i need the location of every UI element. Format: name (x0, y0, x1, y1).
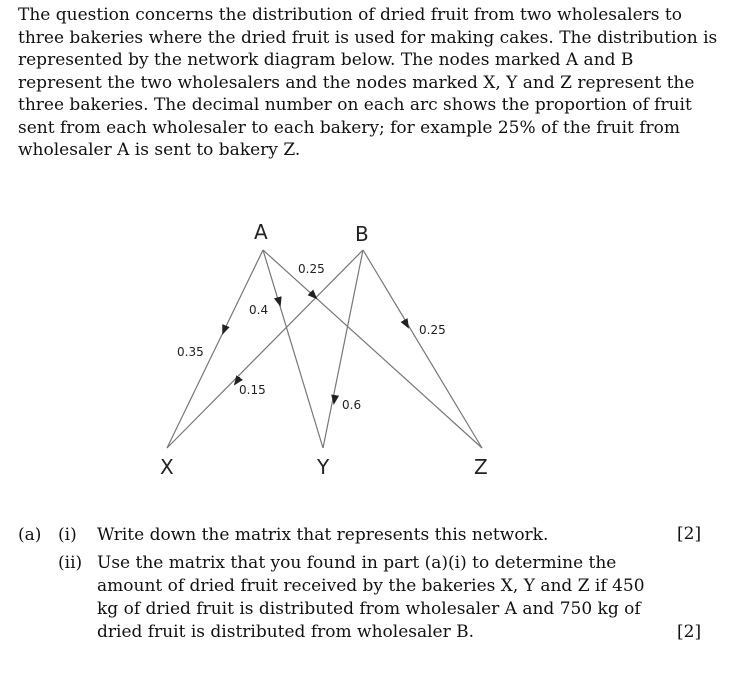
arc-a-y (263, 250, 323, 448)
arrow-a-x (223, 328, 225, 333)
sub-i-text: Write down the matrix that represents this network. (97, 525, 549, 545)
part-a-label: (a) (18, 525, 42, 545)
weight-a-y: 0.4 (249, 303, 269, 317)
node-z-label: Z (474, 455, 488, 479)
node-x-label: X (160, 455, 174, 479)
node-a-label: A (254, 220, 268, 244)
question-intro (18, 4, 718, 162)
sub-i-label: (i) (58, 525, 77, 545)
network-diagram (0, 210, 742, 500)
arrow-b-y (334, 396, 335, 403)
sub-ii-text: Use the matrix that you found in part (a)(i) to determine the amount of dried fruit received by the bakeries X, Y and Z if 450 kg of dried fruit is distributed from wholesaler A and 750 kg of dried fruit is distributed from wholesaler B. (97, 553, 645, 642)
arc-b-y (323, 250, 363, 448)
node-b-label: B (355, 222, 369, 246)
arc-a-z (263, 250, 482, 448)
sub-ii-label: (ii) (58, 553, 83, 573)
weight-b-x: 0.15 (239, 383, 266, 397)
sub-i-marks: [2] (677, 524, 702, 544)
weight-b-z: 0.25 (419, 323, 446, 337)
sub-ii-marks: [2] (677, 622, 702, 642)
arc-b-z (363, 250, 482, 448)
weight-a-z: 0.25 (298, 262, 325, 276)
intro-text: The question concerns the distribution of dried fruit from two wholesalers to three bakeries where the dried fruit is used for making cakes. The distribution is represented by the network diagram below. The nodes marked A and B represent the two wholesalers and the nodes marked X, Y and Z represent the three bakeries. The decimal number on each arc shows the proportion of fruit sent from each wholesaler to each bakery; for example 25% of the fruit from wholesaler A is sent to bakery Z. (18, 5, 718, 160)
arrow-a-z (310, 292, 316, 298)
weight-a-x: 0.35 (177, 345, 204, 359)
node-y-label: Y (317, 455, 330, 479)
weight-b-y: 0.6 (342, 398, 362, 412)
